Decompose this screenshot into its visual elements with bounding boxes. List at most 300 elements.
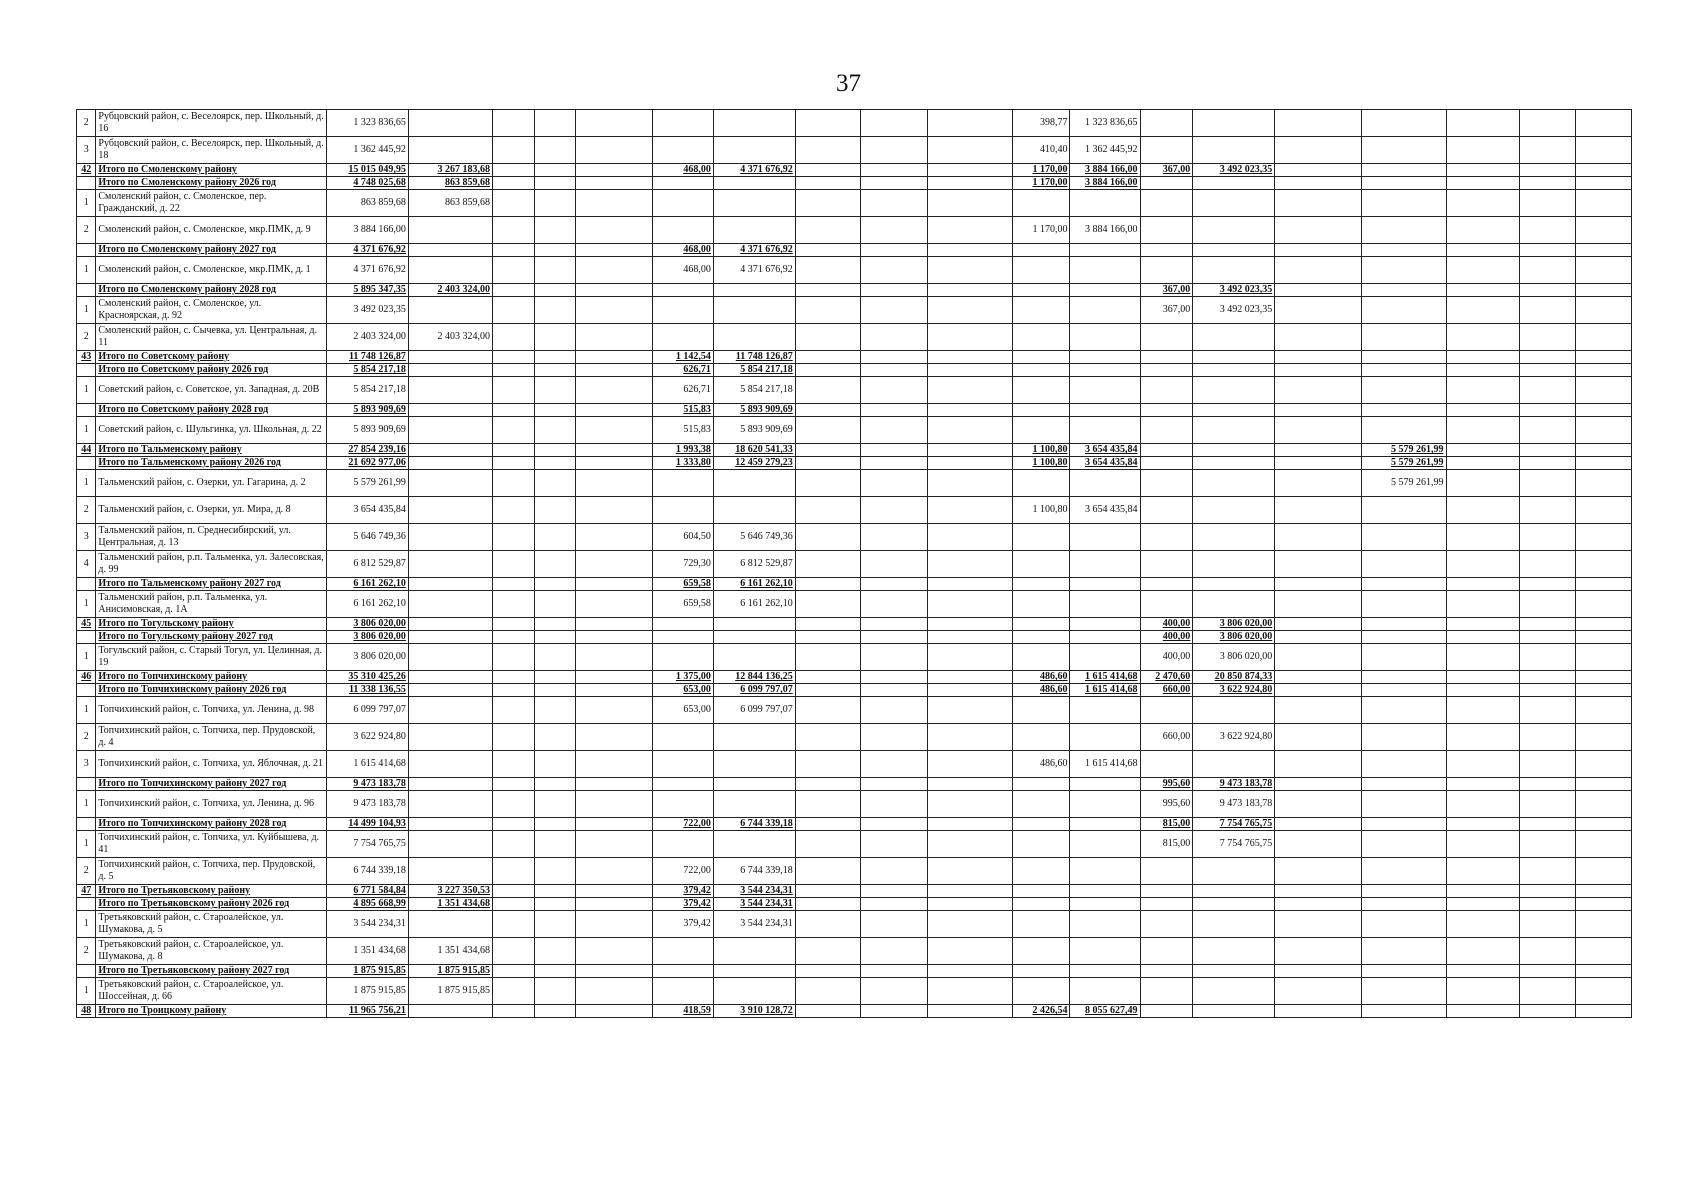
value-cell bbox=[492, 751, 534, 778]
subtotal-row bbox=[77, 364, 1632, 377]
row-label: Итого по Третьяковскому району bbox=[96, 885, 327, 898]
value-cell bbox=[1275, 551, 1362, 578]
value-cell bbox=[1275, 137, 1362, 164]
value-cell bbox=[1070, 377, 1140, 404]
value-cell bbox=[1193, 244, 1275, 257]
value-cell bbox=[1362, 217, 1446, 244]
value-cell bbox=[1446, 671, 1519, 684]
value-cell bbox=[1275, 631, 1362, 644]
value-cell bbox=[492, 978, 534, 1005]
row-number: 2 bbox=[77, 497, 96, 524]
value-cell bbox=[1140, 911, 1193, 938]
value-cell: 6 161 262,10 bbox=[713, 591, 795, 618]
value-cell bbox=[1140, 978, 1193, 1005]
value-cell bbox=[575, 818, 653, 831]
table-row bbox=[77, 551, 1632, 578]
value-cell bbox=[534, 470, 575, 497]
subtotal-row bbox=[77, 684, 1632, 697]
value-cell bbox=[534, 791, 575, 818]
value-cell bbox=[1013, 364, 1070, 377]
value-cell bbox=[1140, 898, 1193, 911]
value-cell bbox=[492, 524, 534, 551]
value-cell bbox=[1275, 524, 1362, 551]
value-cell bbox=[492, 324, 534, 351]
page-number: 37 bbox=[836, 70, 861, 97]
row-label: Итого по Советскому району bbox=[96, 351, 327, 364]
value-cell bbox=[713, 137, 795, 164]
value-cell bbox=[534, 885, 575, 898]
value-cell: 515,83 bbox=[653, 404, 713, 417]
row-label: Топчихинский район, с. Топчиха, пер. Прудовской, д. 4 bbox=[96, 724, 327, 751]
value-cell bbox=[1362, 297, 1446, 324]
value-cell bbox=[1446, 217, 1519, 244]
value-cell bbox=[1362, 551, 1446, 578]
value-cell: 1 100,80 bbox=[1013, 497, 1070, 524]
subtotal-row bbox=[77, 885, 1632, 898]
value-cell bbox=[1013, 591, 1070, 618]
value-cell bbox=[575, 351, 653, 364]
subtotal-row bbox=[77, 671, 1632, 684]
value-cell bbox=[492, 257, 534, 284]
value-cell bbox=[1519, 618, 1575, 631]
value-cell bbox=[861, 110, 928, 137]
value-cell bbox=[1070, 697, 1140, 724]
value-cell bbox=[408, 697, 492, 724]
value-cell bbox=[861, 137, 928, 164]
value-cell bbox=[408, 831, 492, 858]
value-cell bbox=[653, 618, 713, 631]
row-label: Тальменский район, с. Озерки, ул. Мира, д. 8 bbox=[96, 497, 327, 524]
value-cell bbox=[861, 244, 928, 257]
value-cell bbox=[861, 818, 928, 831]
value-cell bbox=[1362, 177, 1446, 190]
value-cell bbox=[1013, 965, 1070, 978]
value-cell bbox=[1362, 190, 1446, 217]
value-cell: 604,50 bbox=[653, 524, 713, 551]
value-cell bbox=[861, 591, 928, 618]
value-cell bbox=[1275, 244, 1362, 257]
value-cell bbox=[1275, 751, 1362, 778]
value-cell: 729,30 bbox=[653, 551, 713, 578]
value-cell bbox=[575, 404, 653, 417]
value-cell: 660,00 bbox=[1140, 684, 1193, 697]
value-cell: 11 748 126,87 bbox=[713, 351, 795, 364]
value-cell bbox=[1140, 965, 1193, 978]
value-cell: 3 622 924,80 bbox=[327, 724, 409, 751]
value-cell bbox=[795, 791, 861, 818]
value-cell bbox=[928, 631, 1013, 644]
value-cell bbox=[534, 898, 575, 911]
value-cell bbox=[1446, 938, 1519, 965]
value-cell: 3 910 128,72 bbox=[713, 1005, 795, 1018]
value-cell bbox=[1193, 377, 1275, 404]
row-label: Итого по Смоленскому району bbox=[96, 164, 327, 177]
value-cell bbox=[1193, 444, 1275, 457]
row-label: Итого по Тогульскому району bbox=[96, 618, 327, 631]
row-label: Топчихинский район, с. Топчиха, пер. Прудовской, д. 5 bbox=[96, 858, 327, 885]
value-cell: 3 492 023,35 bbox=[327, 297, 409, 324]
row-label: Тальменский район, п. Среднесибирский, ул. Центральная, д. 13 bbox=[96, 524, 327, 551]
value-cell bbox=[408, 244, 492, 257]
value-cell bbox=[1519, 217, 1575, 244]
value-cell bbox=[534, 404, 575, 417]
value-cell bbox=[534, 257, 575, 284]
value-cell bbox=[1070, 190, 1140, 217]
value-cell: 3 492 023,35 bbox=[1193, 297, 1275, 324]
value-cell bbox=[534, 591, 575, 618]
row-label: Итого по Советскому району 2028 год bbox=[96, 404, 327, 417]
value-cell bbox=[713, 110, 795, 137]
value-cell bbox=[1193, 177, 1275, 190]
row-label: Смоленский район, с. Смоленское, пер. Гражданский, д. 22 bbox=[96, 190, 327, 217]
value-cell bbox=[1193, 497, 1275, 524]
row-number: 1 bbox=[77, 377, 96, 404]
value-cell: 3 806 020,00 bbox=[1193, 644, 1275, 671]
value-cell: 995,60 bbox=[1140, 791, 1193, 818]
subtotal-row bbox=[77, 778, 1632, 791]
value-cell: 3 806 020,00 bbox=[1193, 618, 1275, 631]
value-cell bbox=[928, 217, 1013, 244]
value-cell: 3 654 435,84 bbox=[327, 497, 409, 524]
value-cell bbox=[1446, 911, 1519, 938]
value-cell: 1 875 915,85 bbox=[408, 978, 492, 1005]
subtotal-row bbox=[77, 965, 1632, 978]
value-cell bbox=[575, 858, 653, 885]
value-cell: 2 403 324,00 bbox=[408, 284, 492, 297]
row-number: 2 bbox=[77, 110, 96, 137]
value-cell bbox=[1275, 858, 1362, 885]
value-cell bbox=[492, 898, 534, 911]
value-cell bbox=[1575, 911, 1631, 938]
value-cell bbox=[492, 377, 534, 404]
value-cell bbox=[492, 177, 534, 190]
value-cell bbox=[653, 324, 713, 351]
value-cell bbox=[575, 524, 653, 551]
value-cell bbox=[534, 938, 575, 965]
value-cell bbox=[1070, 911, 1140, 938]
value-cell bbox=[575, 898, 653, 911]
value-cell bbox=[408, 417, 492, 444]
value-cell bbox=[653, 778, 713, 791]
value-cell bbox=[575, 778, 653, 791]
value-cell bbox=[795, 377, 861, 404]
table-row bbox=[77, 417, 1632, 444]
subtotal-row bbox=[77, 444, 1632, 457]
value-cell bbox=[1519, 164, 1575, 177]
value-cell bbox=[928, 364, 1013, 377]
value-cell bbox=[1140, 578, 1193, 591]
value-cell: 5 854 217,18 bbox=[713, 377, 795, 404]
value-cell bbox=[408, 724, 492, 751]
value-cell bbox=[861, 551, 928, 578]
value-cell bbox=[795, 818, 861, 831]
value-cell bbox=[1519, 190, 1575, 217]
table-row bbox=[77, 257, 1632, 284]
value-cell bbox=[1519, 524, 1575, 551]
value-cell: 1 100,80 bbox=[1013, 457, 1070, 470]
value-cell: 815,00 bbox=[1140, 818, 1193, 831]
value-cell: 6 161 262,10 bbox=[327, 578, 409, 591]
row-number bbox=[77, 818, 96, 831]
value-cell: 3 654 435,84 bbox=[1070, 444, 1140, 457]
value-cell bbox=[1446, 351, 1519, 364]
row-label: Смоленский район, с. Смоленское, мкр.ПМК, д. 1 bbox=[96, 257, 327, 284]
value-cell: 379,42 bbox=[653, 911, 713, 938]
value-cell bbox=[1519, 1005, 1575, 1018]
value-cell bbox=[928, 978, 1013, 1005]
value-cell bbox=[575, 377, 653, 404]
value-cell bbox=[408, 644, 492, 671]
value-cell bbox=[1275, 257, 1362, 284]
value-cell bbox=[1362, 724, 1446, 751]
value-cell bbox=[408, 684, 492, 697]
table-row bbox=[77, 644, 1632, 671]
value-cell bbox=[861, 724, 928, 751]
value-cell bbox=[1446, 297, 1519, 324]
value-cell bbox=[928, 497, 1013, 524]
value-cell: 1 100,80 bbox=[1013, 444, 1070, 457]
value-cell bbox=[1013, 791, 1070, 818]
value-cell bbox=[795, 297, 861, 324]
value-cell: 515,83 bbox=[653, 417, 713, 444]
value-cell bbox=[1446, 324, 1519, 351]
row-label: Советский район, с. Шульгинка, ул. Школьная, д. 22 bbox=[96, 417, 327, 444]
value-cell bbox=[1070, 618, 1140, 631]
value-cell bbox=[1362, 524, 1446, 551]
value-cell bbox=[928, 578, 1013, 591]
value-cell bbox=[1013, 578, 1070, 591]
value-cell bbox=[1362, 578, 1446, 591]
value-cell: 4 371 676,92 bbox=[713, 244, 795, 257]
value-cell bbox=[1275, 591, 1362, 618]
value-cell bbox=[1070, 938, 1140, 965]
value-cell: 3 884 166,00 bbox=[1070, 217, 1140, 244]
value-cell bbox=[1275, 938, 1362, 965]
value-cell: 3 267 183,68 bbox=[408, 164, 492, 177]
value-cell: 3 806 020,00 bbox=[327, 618, 409, 631]
value-cell: 863 859,68 bbox=[327, 190, 409, 217]
value-cell bbox=[1446, 1005, 1519, 1018]
value-cell bbox=[653, 217, 713, 244]
value-cell bbox=[1519, 978, 1575, 1005]
table-row bbox=[77, 324, 1632, 351]
value-cell bbox=[1013, 631, 1070, 644]
value-cell bbox=[1362, 978, 1446, 1005]
value-cell bbox=[575, 217, 653, 244]
value-cell bbox=[1446, 618, 1519, 631]
value-cell bbox=[653, 751, 713, 778]
value-cell bbox=[1275, 965, 1362, 978]
value-cell bbox=[575, 324, 653, 351]
value-cell bbox=[1362, 631, 1446, 644]
value-cell bbox=[1275, 404, 1362, 417]
row-number bbox=[77, 457, 96, 470]
row-number bbox=[77, 244, 96, 257]
value-cell bbox=[492, 831, 534, 858]
row-number bbox=[77, 404, 96, 417]
value-cell bbox=[795, 470, 861, 497]
value-cell bbox=[653, 965, 713, 978]
value-cell bbox=[795, 644, 861, 671]
row-number: 2 bbox=[77, 938, 96, 965]
table-row bbox=[77, 831, 1632, 858]
value-cell bbox=[653, 497, 713, 524]
value-cell bbox=[928, 377, 1013, 404]
value-cell bbox=[861, 377, 928, 404]
value-cell bbox=[1193, 524, 1275, 551]
table-row bbox=[77, 791, 1632, 818]
value-cell bbox=[1193, 1005, 1275, 1018]
value-cell bbox=[534, 818, 575, 831]
value-cell bbox=[1275, 284, 1362, 297]
value-cell bbox=[1519, 110, 1575, 137]
value-cell bbox=[1446, 417, 1519, 444]
value-cell bbox=[1013, 190, 1070, 217]
value-cell bbox=[1519, 778, 1575, 791]
data-table bbox=[76, 109, 1632, 1018]
value-cell bbox=[1193, 351, 1275, 364]
value-cell bbox=[1446, 644, 1519, 671]
subtotal-row bbox=[77, 351, 1632, 364]
value-cell bbox=[575, 631, 653, 644]
value-cell bbox=[928, 257, 1013, 284]
row-number: 1 bbox=[77, 644, 96, 671]
value-cell: 4 895 668,99 bbox=[327, 898, 409, 911]
value-cell bbox=[928, 470, 1013, 497]
value-cell: 11 965 756,21 bbox=[327, 1005, 409, 1018]
value-cell: 1 615 414,68 bbox=[1070, 684, 1140, 697]
value-cell bbox=[861, 791, 928, 818]
value-cell bbox=[492, 618, 534, 631]
value-cell bbox=[575, 551, 653, 578]
value-cell: 5 579 261,99 bbox=[1362, 457, 1446, 470]
value-cell bbox=[1575, 751, 1631, 778]
value-cell: 5 854 217,18 bbox=[327, 364, 409, 377]
value-cell bbox=[408, 751, 492, 778]
value-cell bbox=[1275, 190, 1362, 217]
value-cell bbox=[1446, 377, 1519, 404]
value-cell bbox=[492, 578, 534, 591]
value-cell bbox=[928, 778, 1013, 791]
value-cell bbox=[795, 898, 861, 911]
value-cell bbox=[861, 177, 928, 190]
value-cell bbox=[1446, 284, 1519, 297]
value-cell bbox=[1070, 631, 1140, 644]
value-cell bbox=[408, 257, 492, 284]
value-cell: 863 859,68 bbox=[408, 190, 492, 217]
value-cell bbox=[575, 978, 653, 1005]
value-cell bbox=[1193, 965, 1275, 978]
value-cell bbox=[1275, 778, 1362, 791]
value-cell bbox=[1575, 110, 1631, 137]
value-cell: 3 654 435,84 bbox=[1070, 497, 1140, 524]
row-label: Тальменский район, р.п. Тальменка, ул. Залесовская, д. 99 bbox=[96, 551, 327, 578]
value-cell bbox=[1575, 978, 1631, 1005]
value-cell bbox=[928, 190, 1013, 217]
value-cell bbox=[408, 524, 492, 551]
value-cell bbox=[861, 1005, 928, 1018]
value-cell bbox=[928, 697, 1013, 724]
value-cell: 20 850 874,33 bbox=[1193, 671, 1275, 684]
table-row bbox=[77, 110, 1632, 137]
value-cell bbox=[1193, 578, 1275, 591]
value-cell: 1 170,00 bbox=[1013, 164, 1070, 177]
value-cell bbox=[575, 697, 653, 724]
value-cell bbox=[928, 417, 1013, 444]
value-cell: 1 351 434,68 bbox=[408, 938, 492, 965]
value-cell bbox=[1575, 257, 1631, 284]
value-cell bbox=[1275, 364, 1362, 377]
value-cell bbox=[1013, 697, 1070, 724]
value-cell bbox=[795, 978, 861, 1005]
value-cell bbox=[1519, 965, 1575, 978]
value-cell: 1 875 915,85 bbox=[408, 965, 492, 978]
value-cell: 6 744 339,18 bbox=[327, 858, 409, 885]
value-cell bbox=[795, 284, 861, 297]
value-cell bbox=[575, 257, 653, 284]
value-cell bbox=[1446, 751, 1519, 778]
value-cell bbox=[795, 697, 861, 724]
value-cell bbox=[1446, 177, 1519, 190]
value-cell bbox=[1362, 778, 1446, 791]
value-cell bbox=[795, 324, 861, 351]
value-cell bbox=[575, 751, 653, 778]
value-cell bbox=[1362, 137, 1446, 164]
value-cell bbox=[713, 284, 795, 297]
value-cell bbox=[1575, 190, 1631, 217]
value-cell bbox=[1446, 818, 1519, 831]
value-cell bbox=[1275, 697, 1362, 724]
table-row bbox=[77, 377, 1632, 404]
table-body bbox=[77, 110, 1632, 1018]
subtotal-row bbox=[77, 244, 1632, 257]
value-cell bbox=[1519, 324, 1575, 351]
value-cell bbox=[928, 404, 1013, 417]
value-cell bbox=[1013, 297, 1070, 324]
value-cell bbox=[492, 684, 534, 697]
row-number bbox=[77, 578, 96, 591]
value-cell: 1 323 836,65 bbox=[1070, 110, 1140, 137]
value-cell bbox=[1275, 818, 1362, 831]
value-cell bbox=[1362, 377, 1446, 404]
value-cell bbox=[795, 751, 861, 778]
value-cell bbox=[1275, 644, 1362, 671]
value-cell bbox=[1070, 818, 1140, 831]
value-cell bbox=[928, 444, 1013, 457]
value-cell bbox=[1519, 377, 1575, 404]
value-cell bbox=[1519, 578, 1575, 591]
value-cell bbox=[1519, 938, 1575, 965]
value-cell: 3 492 023,35 bbox=[1193, 284, 1275, 297]
value-cell bbox=[1070, 364, 1140, 377]
value-cell bbox=[575, 297, 653, 324]
value-cell bbox=[713, 470, 795, 497]
value-cell bbox=[575, 591, 653, 618]
row-number: 45 bbox=[77, 618, 96, 631]
value-cell: 1 351 434,68 bbox=[327, 938, 409, 965]
value-cell: 1 615 414,68 bbox=[1070, 751, 1140, 778]
row-number: 4 bbox=[77, 551, 96, 578]
value-cell bbox=[408, 551, 492, 578]
value-cell bbox=[575, 1005, 653, 1018]
value-cell bbox=[575, 110, 653, 137]
value-cell bbox=[534, 364, 575, 377]
row-number bbox=[77, 778, 96, 791]
value-cell bbox=[1575, 177, 1631, 190]
value-cell bbox=[795, 417, 861, 444]
value-cell bbox=[1140, 457, 1193, 470]
row-label: Смоленский район, с. Сычевка, ул. Центральная, д. 11 bbox=[96, 324, 327, 351]
